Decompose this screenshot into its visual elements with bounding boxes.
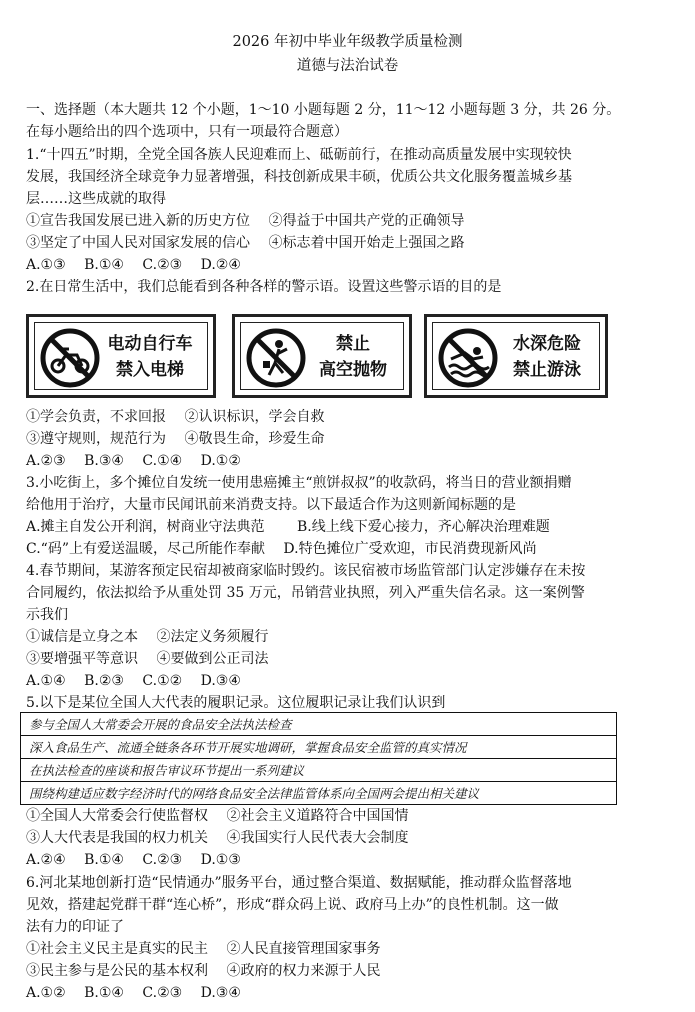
q1-stem-line3: 层……这些成就的取得 — [26, 191, 166, 207]
q4-options-34: ③要增强平等意识 ④要做到公正司法 — [26, 651, 269, 667]
table-row — [21, 759, 617, 782]
q4-choices: A.①④ B.②③ C.①② D.③④ — [26, 673, 241, 689]
q5-record-3: 在执法检查的座谈和报告审议环节提出一系列建议 — [21, 759, 617, 782]
warning-sign-throwing — [232, 314, 412, 398]
exam-title: 2026 年初中毕业年级教学质量检测 — [232, 34, 463, 50]
q5-records-table — [20, 712, 617, 805]
no-ebike-icon — [39, 327, 101, 389]
q1-options-12: ①宣告我国发展已进入新的历史方位 ②得益于中国共产党的正确领导 — [26, 213, 465, 229]
warning-sign-ebike-text — [95, 331, 205, 383]
section-intro-line1: 一、选择题（本大题共 12 个小题，1～10 小题每题 2 分，11～12 小题每题 3 分，共 26 分。 — [26, 102, 621, 118]
q2-stem-line1: 2.在日常生活中，我们总能看到各种各样的警示语。设置这些警示语的目的是 — [26, 279, 502, 295]
sign-throwing-line1: 禁止 — [336, 334, 370, 354]
q4-stem-line2: 合同履约，依法拟给予从重处罚 35 万元，吊销营业执照，列入严重失信名录。这一案例警 — [26, 585, 585, 601]
q4-stem-line3: 示我们 — [26, 607, 68, 623]
q6-stem-line1: 6.河北某地创新打造“民情通办”服务平台，通过整合渠道、数据赋能，推动群众监督落地 — [26, 875, 572, 891]
q5-stem-line1: 5.以下是某位全国人大代表的履职记录。这位履职记录让我们认识到 — [26, 695, 446, 711]
q2-options-34: ③遵守规则，规范行为 ④敬畏生命，珍爱生命 — [26, 431, 325, 447]
q3-options-cd: C.“码”上有爱送温暖，尽己所能作奉献 D.特色摊位广受欢迎，市民消费现新风尚 — [26, 541, 537, 557]
exam-subtitle: 道德与法治试卷 — [296, 58, 399, 74]
q6-stem-line3: 法有力的印证了 — [26, 919, 124, 935]
q1-options-34: ③坚定了中国人民对国家发展的信心 ④标志着中国开始走上强国之路 — [26, 235, 465, 251]
warning-sign-throwing-text — [305, 331, 401, 383]
q5-record-1: 参与全国人大常委会开展的食品安全法执法检查 — [21, 713, 617, 736]
q1-choices: A.①③ B.①④ C.②③ D.②④ — [26, 257, 241, 273]
table-row — [21, 782, 617, 805]
q5-options-34: ③人大代表是我国的权力机关 ④我国实行人民代表大会制度 — [26, 830, 409, 846]
q3-stem-line2: 给他用于治疗，大量市民闻讯前来消费支持。以下最适合作为这则新闻标题的是 — [26, 497, 516, 513]
warning-sign-swimming-text — [497, 331, 597, 383]
q4-options-12: ①诚信是立身之本 ②法定义务须履行 — [26, 629, 269, 645]
q5-options-12: ①全国人大常委会行使监督权 ②社会主义道路符合中国国情 — [26, 808, 409, 824]
sign-throwing-line2: 高空抛物 — [319, 360, 387, 380]
section-intro-line2: 在每小题给出的四个选项中，只有一项最符合题意） — [26, 124, 348, 140]
q6-options-34: ③民主参与是公民的基本权利 ④政府的权力来源于人民 — [26, 963, 381, 979]
q2-choices: A.②③ B.③④ C.①④ D.①② — [26, 453, 241, 469]
q5-choices: A.②④ B.①④ C.②③ D.①③ — [26, 852, 241, 868]
warning-signs-strip — [26, 314, 608, 398]
q4-stem-line1: 4.春节期间，某游客预定民宿却被商家临时毁约。该民宿被市场监管部门认定涉嫌存在未按 — [26, 563, 586, 579]
table-row — [21, 736, 617, 759]
table-row — [21, 713, 617, 736]
no-throwing-icon — [245, 327, 307, 389]
sign-ebike-line2: 禁入电梯 — [116, 360, 184, 380]
q5-record-4: 围绕构建适应数字经济时代的网络食品安全法律监管体系向全国两会提出相关建议 — [21, 782, 617, 805]
warning-sign-ebike — [26, 314, 216, 398]
sign-swimming-line1: 水深危险 — [513, 334, 581, 354]
q1-stem-line1: 1.“十四五”时期，全党全国各族人民迎难而上、砥砺前行，在推动高质量发展中实现较快 — [26, 147, 572, 163]
q6-choices: A.①② B.①④ C.②③ D.③④ — [26, 985, 241, 1001]
warning-sign-swimming — [424, 314, 608, 398]
q3-stem-line1: 3.小吃街上，多个摊位自发统一使用患癌摊主“煎饼叔叔”的收款码，将当日的营业额捐赠 — [26, 475, 572, 491]
q5-record-2: 深入食品生产、流通全链条各环节开展实地调研，掌握食品安全监管的真实情况 — [21, 736, 617, 759]
no-swimming-icon — [437, 327, 499, 389]
q6-stem-line2: 见效，搭建起党群干群“连心桥”，形成“群众码上说、政府马上办”的良性机制。这一做 — [26, 897, 559, 913]
sign-ebike-line1: 电动自行车 — [107, 334, 193, 354]
q3-options-ab: A.摊主自发公开利润，树商业守法典范 B.线上线下爱心接力，齐心解决治理难题 — [26, 519, 550, 535]
q6-options-12: ①社会主义民主是真实的民主 ②人民直接管理国家事务 — [26, 941, 381, 957]
q1-stem-line2: 发展，我国经济全球竞争力显著增强，科技创新成果丰硕，优质公共文化服务覆盖城乡基 — [26, 169, 572, 185]
sign-swimming-line2: 禁止游泳 — [513, 360, 581, 380]
q2-options-12: ①学会负责，不求回报 ②认识标识，学会自救 — [26, 409, 325, 425]
